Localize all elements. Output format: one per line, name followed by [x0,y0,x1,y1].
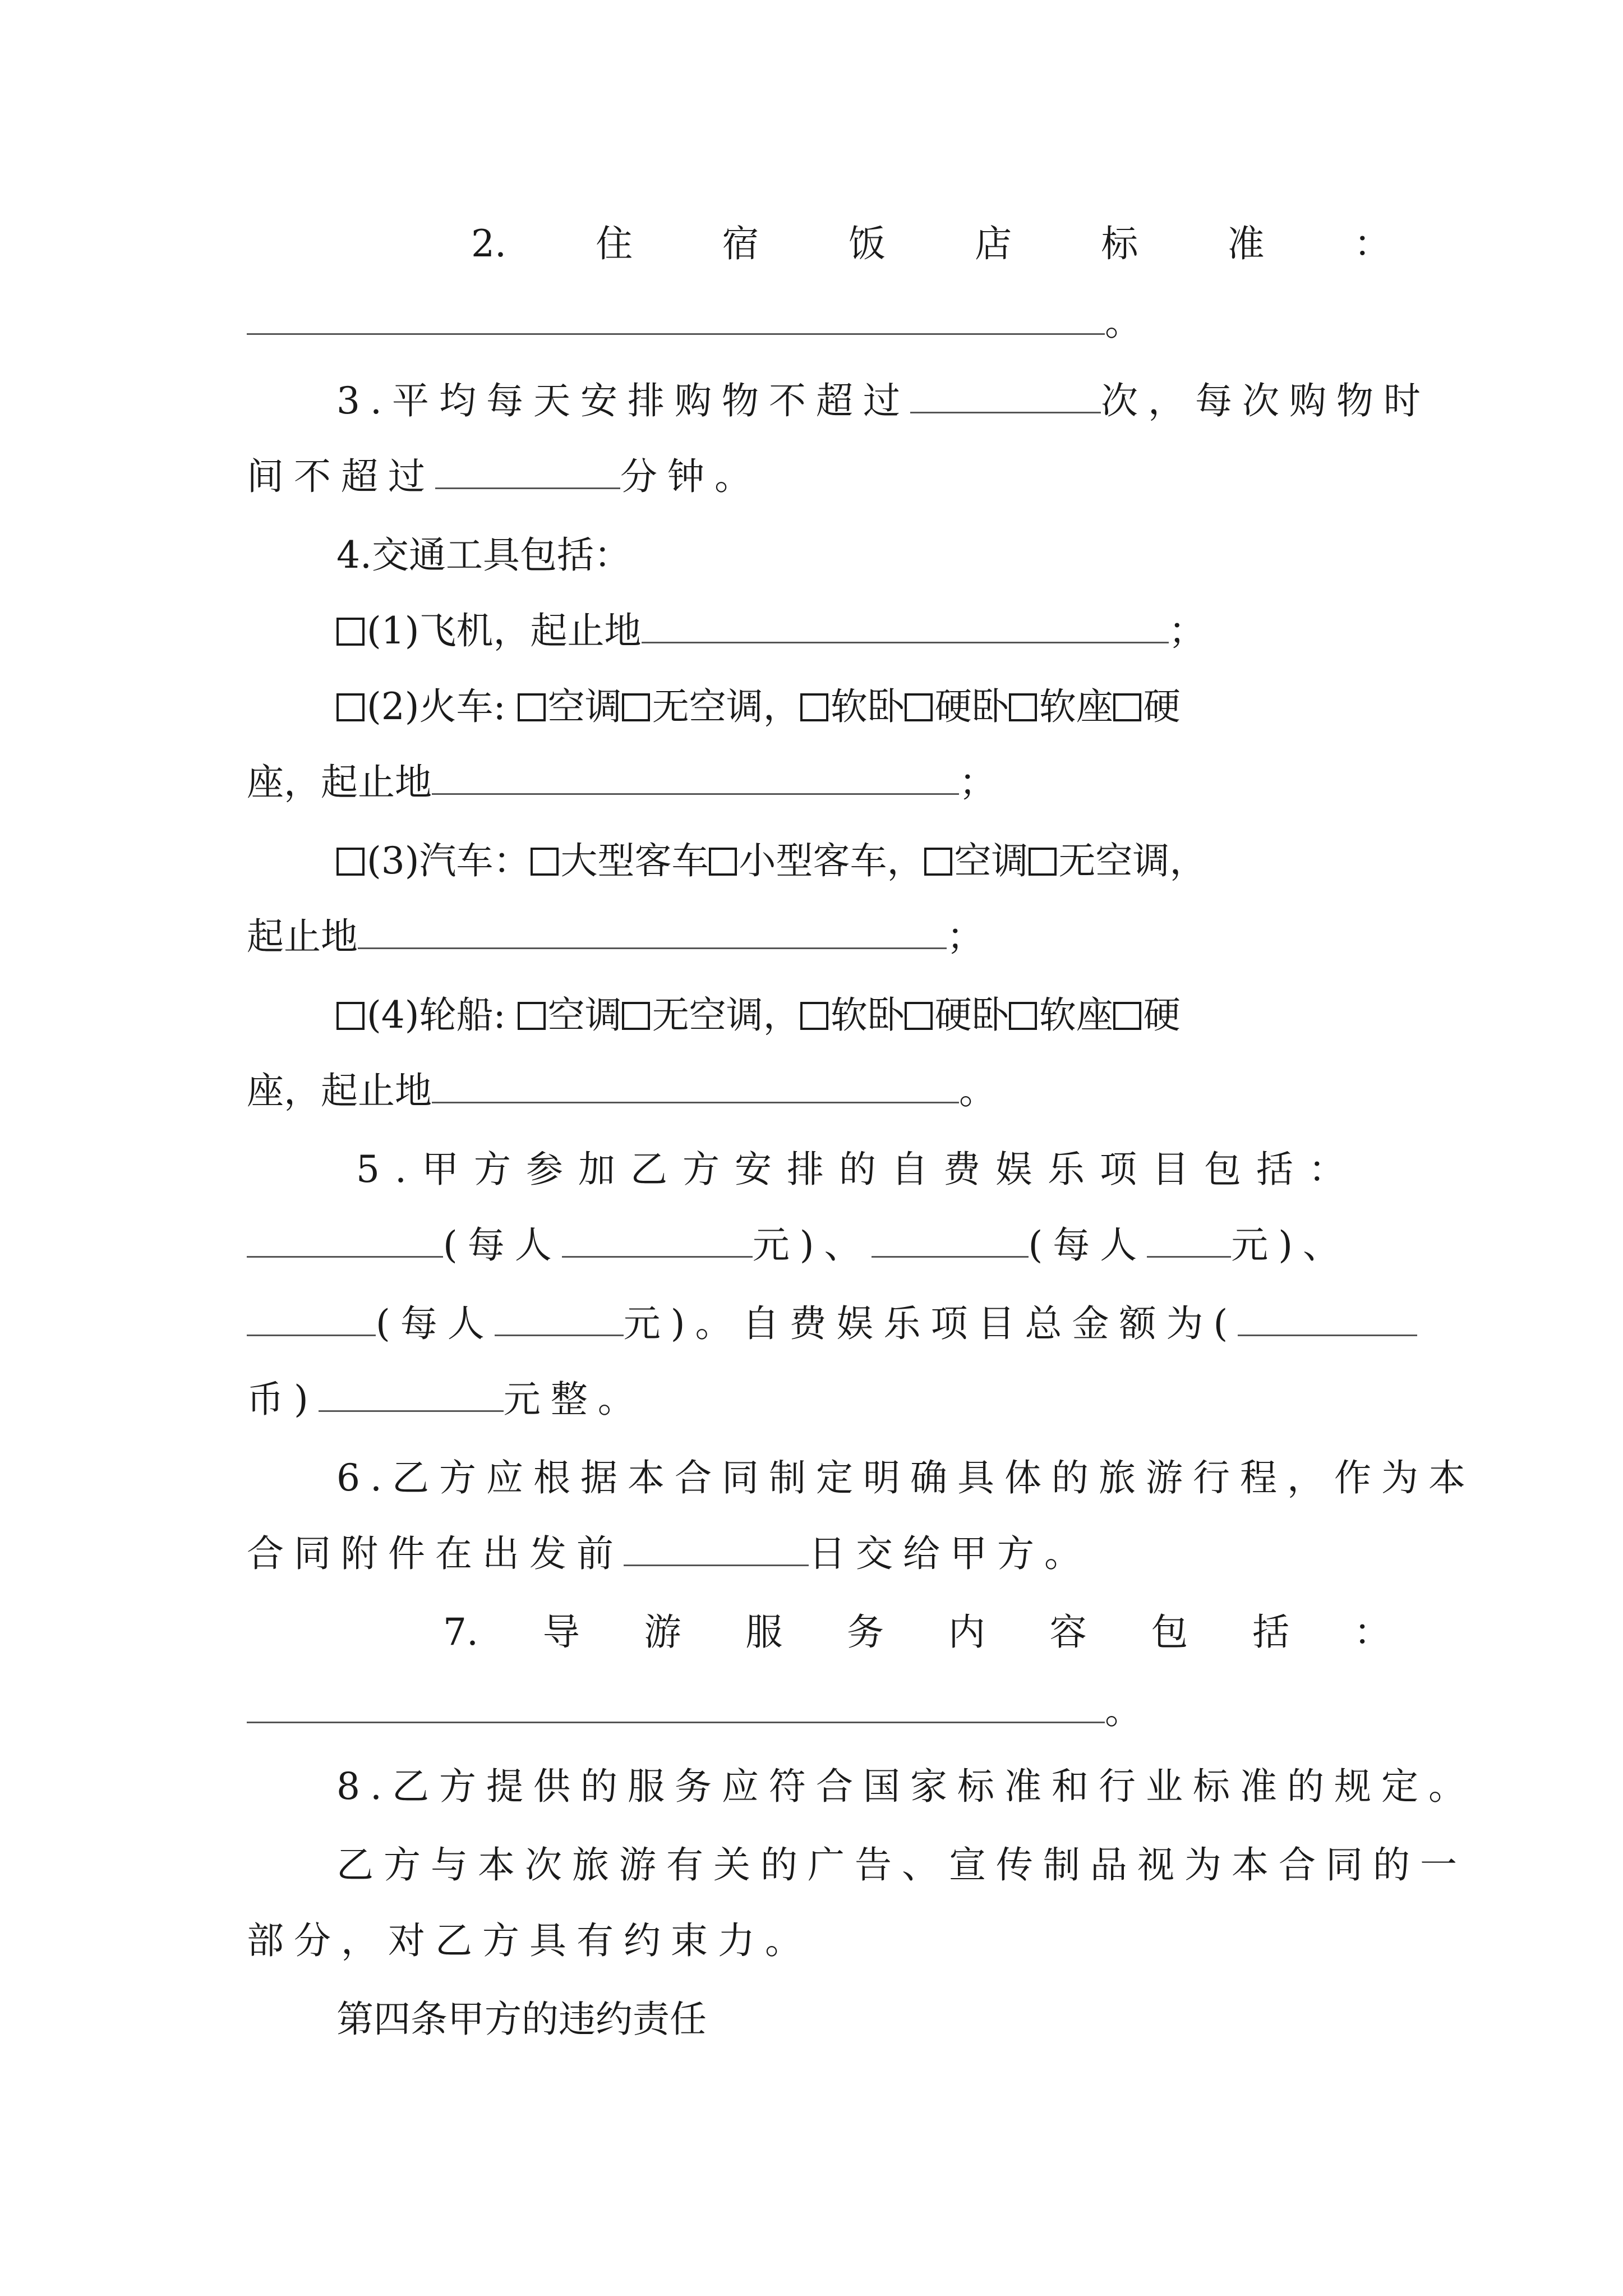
bus-option: 空调 [954,839,1029,882]
item7-line [443,1599,1391,1666]
item3-line2 [247,443,1391,510]
total-amount-blank[interactable] [319,1377,504,1412]
ship-end: 。 [959,1069,996,1112]
train-option: 软座 [1039,685,1113,728]
train-line [336,673,1391,740]
item2-char: 店 [975,222,1012,265]
train-label: (2)火车: [367,685,506,728]
item5-text: (每人 [443,1223,562,1267]
item5-intro-text: 5.甲方参加乙方安排的自费娱乐项目包括： [356,1148,1361,1191]
para1-text: 乙方与本次旅游有关的广告、宣传制品视为本合同的一 [336,1843,1467,1887]
ship-line [336,982,1391,1049]
train-soft-seat-checkbox[interactable] [1009,693,1037,721]
ship-option: 无空调， [652,993,800,1037]
train-option: 软卧 [830,685,905,728]
plane-route-blank[interactable] [642,608,1169,643]
item5-line4 [247,1366,1391,1433]
train-route-blank[interactable] [432,760,959,795]
guide-service-blank[interactable] [247,1688,1105,1723]
bus-label: (3)汽车： [367,839,531,882]
ship-soft-sleeper-checkbox[interactable] [800,1002,828,1030]
train-end: ； [959,761,996,804]
item3-text: 3.平均每天安排购物不超过 [336,379,910,422]
item3-text: 分钟。 [620,455,762,498]
bus-no-ac-checkbox[interactable] [1029,848,1057,876]
item7-char: 内 [948,1611,985,1654]
ship-hard-sleeper-checkbox[interactable] [905,1002,933,1030]
bus-ac-checkbox[interactable] [924,848,952,876]
train-checkbox[interactable] [336,693,365,721]
item2-number: 2. [471,222,506,265]
item5-text: 元整。 [503,1378,645,1421]
item2-end: 。 [1105,301,1142,344]
train-option: 空调 [547,685,622,728]
item3-text: 次，每次购物时 [1100,379,1431,422]
item6-text: 日交给甲方。 [809,1532,1091,1575]
train-hard-seat-checkbox[interactable] [1113,693,1141,721]
item7-char: 容 [1049,1611,1087,1654]
item2-line [471,210,1391,278]
ship-ac-checkbox[interactable] [518,1002,546,1030]
train-route-line [247,749,1391,816]
para1-text: 部分，对乙方具有约束力。 [247,1919,812,1962]
ship-route-label: 座，起止地 [247,1069,432,1112]
bus-option: 小型客车， [739,839,924,882]
item6-line1 [336,1444,1476,1512]
train-no-ac-checkbox[interactable] [622,693,650,721]
item8-line [336,1753,1476,1820]
bus-option: 无空调， [1058,839,1207,882]
ship-checkbox[interactable] [336,1002,365,1030]
activity2-name-blank[interactable] [872,1222,1029,1258]
ship-soft-seat-checkbox[interactable] [1009,1002,1037,1030]
currency-blank[interactable] [1238,1301,1417,1336]
ship-option: 空调 [547,993,622,1037]
item7-char: 导 [542,1611,580,1654]
plane-checkbox[interactable] [336,618,365,646]
bus-option: 大型客车 [560,839,709,882]
hotel-standard-blank[interactable] [247,300,1105,335]
shopping-minutes-blank[interactable] [435,454,620,489]
train-option: 无空调， [652,685,800,728]
section-heading-text: 第四条甲方的违约责任 [336,1998,707,2041]
para1-line1 [336,1832,1467,1899]
item5-intro [356,1136,1391,1203]
activity2-price-blank[interactable] [1147,1222,1231,1258]
item5-text: (每人 [376,1302,495,1345]
item5-text: (每人 [1028,1223,1147,1267]
para1-line2 [247,1907,1391,1975]
train-soft-sleeper-checkbox[interactable] [800,693,828,721]
train-option: 硬 [1143,685,1181,728]
item5-line3 [247,1290,1391,1358]
item4-title-text: 4.交通工具包括： [336,533,631,577]
ship-option: 硬卧 [934,993,1009,1037]
activity1-name-blank[interactable] [247,1222,443,1258]
item2-char: 标 [1101,222,1138,265]
bus-checkbox[interactable] [336,848,365,876]
item7-char: ： [1353,1611,1391,1654]
activity3-name-blank[interactable] [247,1301,376,1336]
ship-option: 硬 [1143,993,1181,1037]
train-route-label: 座，起止地 [247,761,432,804]
ship-hard-seat-checkbox[interactable] [1113,1002,1141,1030]
itinerary-days-blank[interactable] [624,1531,809,1566]
ship-option: 软座 [1039,993,1113,1037]
item3-line1 [336,367,1431,435]
activity3-price-blank[interactable] [495,1301,624,1336]
plane-label: (1)飞机，起止地 [367,609,642,652]
item7-blank-line [247,1677,1391,1745]
train-option: 硬卧 [934,685,1009,728]
item5-text: 元)。自费娱乐项目总金额为( [623,1302,1238,1345]
item5-text: 元)、 [1231,1223,1350,1267]
bus-large-checkbox[interactable] [531,848,559,876]
item6-line2 [247,1520,1391,1588]
train-hard-sleeper-checkbox[interactable] [905,693,933,721]
item7-char: 游 [644,1611,681,1654]
item5-text: 币) [247,1378,319,1421]
item7-number: 7. [443,1611,478,1654]
train-ac-checkbox[interactable] [518,693,546,721]
item7-char: 包 [1151,1611,1188,1654]
bus-line [336,827,1391,895]
item2-char: 宿 [722,222,759,265]
bus-route-line [247,903,1391,970]
item7-char: 括 [1252,1611,1290,1654]
ship-route-blank[interactable] [432,1068,959,1103]
item2-char: 准 [1227,222,1265,265]
item5-text: 元)、 [752,1223,872,1267]
item8-text: 8.乙方提供的服务应符合国家标准和行业标准的规定。 [336,1765,1476,1808]
item3-text: 间不超过 [247,455,435,498]
bus-end: ； [947,915,984,958]
ship-label: (4)轮船: [367,993,506,1037]
item7-char: 务 [847,1611,884,1654]
plane-line [336,597,1391,665]
item2-char: 住 [596,222,633,265]
item2-char: 饭 [848,222,886,265]
bus-route-blank[interactable] [358,914,947,949]
item6-text: 6.乙方应根据本合同制定明确具体的旅游行程，作为本 [336,1456,1476,1499]
activity1-price-blank[interactable] [562,1222,753,1258]
ship-no-ac-checkbox[interactable] [622,1002,650,1030]
item7-char: 服 [745,1611,783,1654]
item2-char: ： [1353,222,1391,265]
bus-small-checkbox[interactable] [709,848,737,876]
shopping-count-blank[interactable] [910,378,1101,413]
item2-blank-line [247,289,1391,356]
plane-end: ； [1168,609,1206,652]
ship-route-line [247,1057,1391,1125]
section-heading [336,1986,1391,2053]
item7-end: 。 [1105,1689,1142,1732]
ship-option: 软卧 [830,993,905,1037]
item4-title [336,522,1391,589]
item5-line2 [247,1212,1391,1279]
item6-text: 合同附件在出发前 [247,1532,624,1575]
bus-route-label: 起止地 [247,915,358,958]
